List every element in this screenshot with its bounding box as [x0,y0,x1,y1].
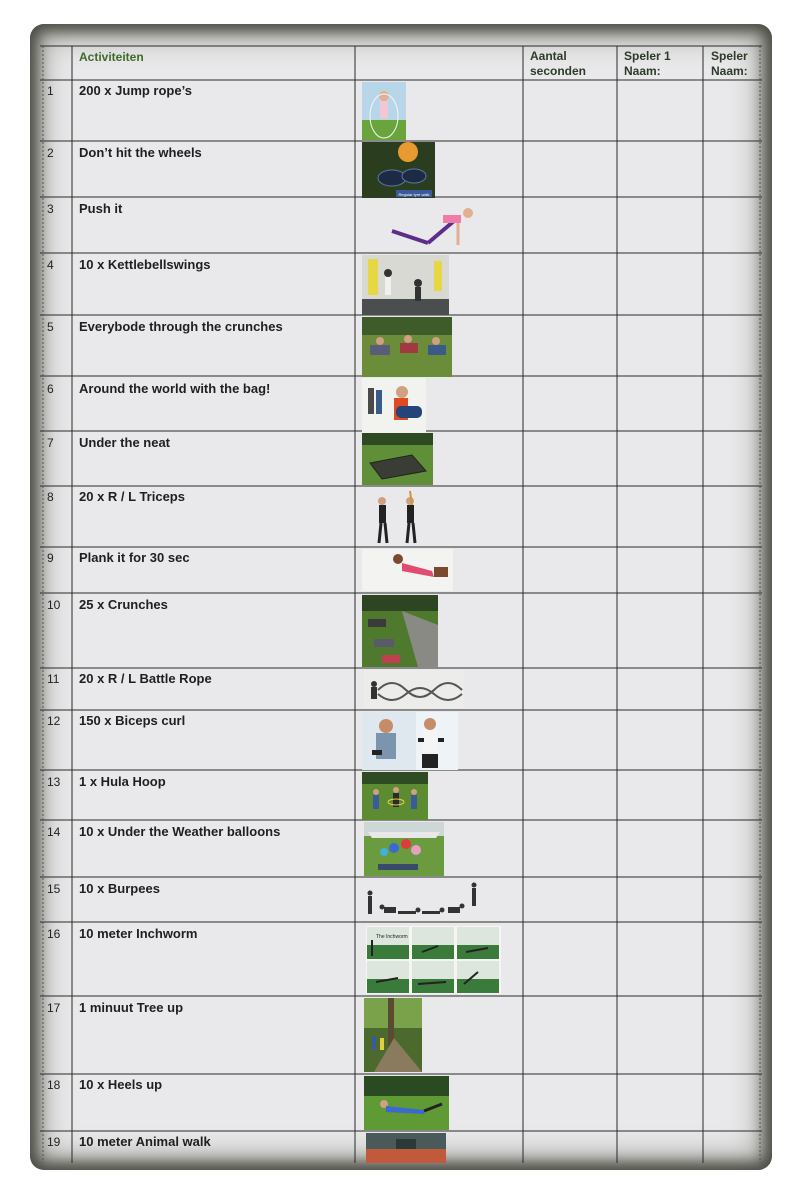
activity-label: 10 x Kettlebellswings [79,257,211,272]
battle-rope-illustration [364,670,464,708]
activity-label: Everybode through the crunches [79,319,283,334]
row-number: 1 [47,84,54,98]
activity-label: 150 x Biceps curl [79,713,186,728]
activity-label: 10 meter Animal walk [79,1134,211,1149]
heels-up-photo [364,1076,449,1130]
burpees-illustration [364,879,484,919]
push-up-illustration [388,203,478,249]
activity-label: Under the neat [79,435,171,450]
row-number: 13 [47,775,61,789]
row-number: 17 [47,1001,61,1015]
header-activities: Activiteiten [79,50,144,64]
header-seconds-line2: seconden [530,64,587,78]
activity-label: Around the world with the bag! [79,381,271,396]
row-number: 14 [47,825,61,839]
activity-label: 25 x Crunches [79,597,168,612]
animal-walk-photo [366,1133,446,1163]
tyre-walk-caption: Regular tyre walk [398,192,430,197]
header-seconds-line1: Aantal [530,49,567,63]
activity-label: 200 x Jump rope’s [79,83,192,98]
balloons-photo [364,822,444,876]
sandbag-photo [362,378,426,433]
row-number: 11 [47,672,60,686]
crunches-outdoor-photo [362,595,438,667]
triceps-illustration [368,489,424,547]
inchworm-caption: The Inchworm [376,934,408,940]
header-player2-line1: Speler [711,49,748,63]
activity-label: 1 x Hula Hoop [79,774,166,789]
row-number: 8 [47,490,54,504]
row-number: 9 [47,551,54,565]
plank-photo [362,549,453,591]
row-number: 4 [47,258,54,272]
tyre-walk-photo [362,142,435,198]
activity-label: Push it [79,201,123,216]
crunches-group-photo [362,317,452,377]
activity-label: 20 x R / L Battle Rope [79,671,212,686]
activity-label: 1 minuut Tree up [79,1000,184,1015]
cargo-net-photo [362,433,433,485]
row-number: 19 [47,1135,61,1149]
activity-label: 10 x Heels up [79,1077,163,1092]
activity-label: 20 x R / L Triceps [79,489,185,504]
activity-label: 10 meter Inchworm [79,926,198,941]
jump-rope-photo [362,82,406,140]
row-number: 6 [47,382,54,396]
row-number: 15 [47,882,61,896]
biceps-curl-photo [362,712,458,770]
activity-label: Don’t hit the wheels [79,145,202,160]
header-player1-line2: Naam: [624,64,661,78]
row-number: 18 [47,1078,61,1092]
row-number: 10 [47,598,61,612]
header-player1-line1: Speler 1 [624,49,671,63]
activity-label: 10 x Under the Weather balloons [79,824,281,839]
header-player1 [624,49,671,79]
kettlebell-photo [362,255,449,315]
row-number: 7 [47,436,54,450]
header-player2-line2: Naam: [711,64,748,78]
inchworm-photo-grid [366,926,501,994]
row-number: 5 [47,320,54,334]
tree-up-photo [364,998,422,1072]
header-player2 [711,49,748,79]
row-number: 16 [47,927,61,941]
activity-label: Plank it for 30 sec [79,550,190,565]
row-number: 12 [47,714,61,728]
hula-hoop-photo [362,772,428,820]
activity-label: 10 x Burpees [79,881,160,896]
row-number: 2 [47,146,54,160]
header-seconds [530,49,586,79]
row-number: 3 [47,202,54,216]
